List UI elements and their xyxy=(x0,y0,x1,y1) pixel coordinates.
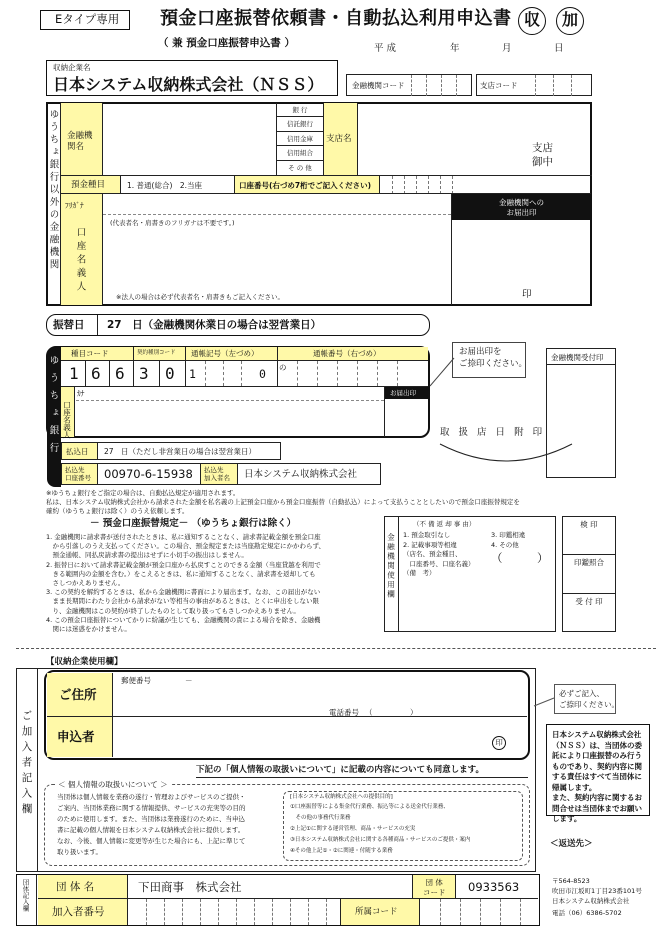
return-reason: 1. 預金取引なし xyxy=(403,531,451,539)
holder-label: 口座名義人 xyxy=(74,227,86,295)
type-badge-label: Eタイプ専用 xyxy=(55,12,120,26)
return-reason-right: 3. 印鑑相違 xyxy=(491,531,526,539)
privacy-line: 書に記載の個人情報を日本システム収納株式会社に提供します。 xyxy=(57,826,245,834)
institution-name-field[interactable] xyxy=(104,103,276,175)
privacy-right-title: [日本システム収納株式会社への提供目的] xyxy=(290,794,393,800)
bank-seal-title: 金融機関への お届出印 xyxy=(499,198,544,218)
holder-label-cell xyxy=(61,215,103,305)
terms-intro-1: ※ゆうちょ銀行をご指定の場合は、自動払込規定が適用されます。 xyxy=(46,489,240,497)
seal-collect: 収 xyxy=(518,7,546,35)
yucho-side-label: ゆうちょ銀行 xyxy=(47,355,59,460)
dept-code-label-cell xyxy=(340,899,420,925)
receipt-stamp-label: 金融機関受付印 xyxy=(551,353,604,362)
return-reason: 2. 記載事項等相違 xyxy=(403,540,457,549)
yucho-pay-day-label: 払込日 xyxy=(66,447,89,456)
terms-line: 関には迷惑をかけません。 xyxy=(46,625,131,633)
group-name-value: 下田商事 株式会社 xyxy=(138,880,242,894)
group-side-label: 団体記入欄 xyxy=(21,879,30,912)
group-code-value: 0933563 xyxy=(468,880,520,894)
bank-stamp-label: 印鑑照合 xyxy=(574,558,604,568)
privacy-right-line: ④その他上記①・②に関連・付随する業務 xyxy=(290,848,393,854)
phone-label: 電話番号 xyxy=(329,708,359,717)
member-no-label-cell xyxy=(38,899,128,925)
digit-5: 0 xyxy=(165,364,175,383)
dept-code-label: 所属コード xyxy=(355,907,398,917)
yucho-pay-day-value: 27 日（ただし非営業日の場合は翌営業日） xyxy=(104,447,257,456)
transfer-day-value: 27 日（金融機関休業日の場合は翌営業日） xyxy=(107,319,322,331)
branch-suffix-label: 支店 御中 xyxy=(532,142,553,168)
return-reason: （店名、預金種目、 xyxy=(403,550,462,558)
holder-note: (代表者名・肩書きのフリガナは不要です。) xyxy=(110,219,235,227)
terms-line: まま長期間にわたり会社から請求がない等相当の事由があるときは、とくに申出をしない限 xyxy=(46,597,319,606)
nss-note: 日本システム収納株式会社（ＮＳＳ）は、当団体の委託により口座振替のみ行うものであり、契約内容に関する責任はすべて当団体に帰属します。 また、契約内容に関するお問合せは当団体までお願いします。 xyxy=(546,724,650,816)
terms-line: 3. この契約を解約するときは、私から金融機関に書面により届出ます。なお、この届出がない xyxy=(46,588,321,597)
postal-label: 郵便番号 xyxy=(121,676,151,685)
deposit-type-value: 1. 普通(総合) 2.当座 xyxy=(127,181,203,190)
date-year: 年 xyxy=(450,43,460,54)
company-use-side xyxy=(16,668,38,872)
payee-name-label: 払込先 加入者名 xyxy=(204,466,230,483)
deposit-type-label: 預金種目 xyxy=(71,180,106,190)
institution-label: 金融機関名 xyxy=(67,131,93,153)
yucho-col-passbook-no: 通帳番号（右づめ） xyxy=(313,349,381,358)
yucho-digits-row xyxy=(61,361,428,387)
group-name-label-cell xyxy=(38,875,128,899)
privacy-line: ご案内、当団体業務に関する情報提供、サービスの充実等の目的 xyxy=(57,804,246,812)
branch-code-box xyxy=(476,74,592,96)
company-name-label: 収納企業名 xyxy=(53,63,91,72)
branch-label: 支店名 xyxy=(326,134,352,144)
institution-type-option[interactable]: 銀 行 xyxy=(277,103,323,117)
bank-stamp-label: 受 付 印 xyxy=(575,596,603,606)
group-side xyxy=(17,875,37,925)
terms-line: きる範囲内の金額を含む。）をこえるときは、私に通知することなく、請求書を返却しても xyxy=(46,569,316,578)
address-label-cell xyxy=(47,673,113,717)
privacy-title: ＜ 個人情報の取扱いについて ＞ xyxy=(55,781,171,789)
yucho-seal-box[interactable] xyxy=(384,387,428,437)
terms-line: さしつかえありません。 xyxy=(46,579,125,587)
passbook-symbol-end: 0 xyxy=(259,367,266,381)
terms-line: 4. この預金口座振替についてかりに紛議が生じても、金融機関の責による場合を除き、金融機 xyxy=(46,615,321,624)
privacy-right-line: ②上記①に関する運営管理、商品・サービスの充実 xyxy=(290,826,416,832)
account-no-field[interactable] xyxy=(380,175,592,193)
group-code-label: 団 体 コード xyxy=(423,878,446,897)
return-postal: 〒564-8523 xyxy=(552,877,590,885)
payee-acct-value: 00970-6-15938 xyxy=(104,467,193,481)
yucho-payee-row xyxy=(61,463,381,485)
return-reason: （備 考） xyxy=(403,569,436,577)
return-street: 吹田市江坂町1丁目23番101号 xyxy=(552,887,642,895)
date-month: 月 xyxy=(502,43,512,54)
terms-line: 1. 金融機関に請求書が送付されたときは、私に通知することなく、請求書記載金額を預金口座 xyxy=(46,533,321,541)
bank-code-label: 金融機関コード xyxy=(352,81,405,90)
bank-stamp-column xyxy=(562,516,616,632)
form-subtitle: （ 兼 預金口座振替申込書 ） xyxy=(158,37,295,49)
applicant-seal-mark: 印 xyxy=(492,736,506,750)
account-no-label: 口座番号(右づめ7桁でご記入ください) xyxy=(239,181,372,190)
yucho-holder-label: 口座名義人 xyxy=(62,401,72,439)
digit-4: 3 xyxy=(139,364,149,383)
bank-stamp-cell xyxy=(563,555,615,593)
digit-3: 6 xyxy=(115,364,125,383)
seal-pointer xyxy=(426,352,466,392)
no-mark: の xyxy=(279,363,287,372)
bank-seal-box[interactable] xyxy=(451,193,591,305)
institution-type-option[interactable]: そ の 他 xyxy=(288,163,312,172)
institution-type-option[interactable]: 信託銀行 xyxy=(277,117,323,131)
bank-stamp-cell xyxy=(563,594,615,632)
account-no-label-cell xyxy=(234,175,380,193)
institution-label-cell xyxy=(61,103,103,175)
form-title: 預金口座振替依頼書・自動払込利用申込書 xyxy=(160,8,512,29)
company-use-side-label: ご加入者記入欄 xyxy=(20,710,33,819)
terms-line: 2. 振替日において請求書記載金額が預金口座から払戻すことのできる金額（当座貸越を利用で xyxy=(46,560,321,569)
transfer-day-label: 振替日 xyxy=(53,319,85,331)
return-other-parens: （ ） xyxy=(491,551,549,565)
stamp-arc xyxy=(436,440,576,470)
yucho-side xyxy=(47,347,61,487)
transfer-day-box xyxy=(46,314,430,336)
member-no-field[interactable] xyxy=(128,899,340,925)
bank-seal-mark: 印 xyxy=(522,289,532,300)
privacy-right-box xyxy=(283,791,523,861)
deposit-type-label-cell xyxy=(61,175,121,193)
type-badge xyxy=(40,10,130,30)
company-use-label: 【収納企業使用欄】 xyxy=(46,657,123,667)
furigana-label: ﾌﾘｶﾞﾅ xyxy=(65,201,84,210)
privacy-line: のために使用します。また、当団体は業務遂行のために、当申込 xyxy=(57,815,245,823)
terms-line: 預金通帳、同払戻請求書の提出はせずに小切手の振出はしません。 xyxy=(46,551,248,560)
date-era: 平 成 xyxy=(374,43,397,54)
return-company: 日本システム収納株式会社 xyxy=(552,897,630,905)
member-no-label: 加入者番号 xyxy=(52,906,105,918)
bank-code-box xyxy=(346,74,472,96)
yucho-kana-label: ｶﾅ xyxy=(77,389,85,398)
deposit-type-options[interactable] xyxy=(121,175,234,193)
privacy-box xyxy=(44,780,530,866)
seal-confirm-note: お届出印を ご捺印ください。 xyxy=(452,342,526,378)
yucho-pay-day xyxy=(61,442,281,460)
return-reason: 口座番号、口座名義） xyxy=(403,559,475,568)
payee-name-value: 日本システム収納株式会社 xyxy=(244,469,358,480)
name-label: 申込者 xyxy=(57,729,95,744)
date-day: 日 xyxy=(554,43,564,54)
corp-note: ※法人の場合は必ず代表者名・肩書きもご記入ください。 xyxy=(116,293,284,301)
group-code-label-cell xyxy=(412,875,456,899)
return-phone: 電話（06）6386-5702 xyxy=(552,909,622,917)
yucho-col-contract: 契約種別コード xyxy=(137,350,176,356)
yucho-holder-field[interactable] xyxy=(76,387,384,437)
company-name-box xyxy=(46,60,338,96)
group-code-field xyxy=(456,875,538,899)
institution-type-option[interactable]: 信用金庫 xyxy=(277,132,323,146)
postal-dash: － xyxy=(185,676,193,685)
bank-section-side-label: ゆうちょ銀行以外の金融機関 xyxy=(47,109,59,272)
terms-intro-3: 確約（ゆうちょ銀行は除く）のうえ依頼します。 xyxy=(46,507,189,515)
payee-acct-label: 払込先 口座番号 xyxy=(65,466,91,483)
stamp-arc-label: 取 扱 店 日 附 印 xyxy=(440,427,546,438)
institution-types xyxy=(276,103,324,175)
fill-note: 必ずご記入、 ご捺印ください。 xyxy=(554,684,616,714)
furigana-label-cell xyxy=(61,193,103,215)
branch-name-field[interactable] xyxy=(358,103,532,175)
company-name: 日本システム収納株式会社（ＮＳＳ） xyxy=(53,75,324,94)
return-title: （不 備 返 却 事 由） xyxy=(413,520,476,528)
privacy-line: 当団体は個人情報を業務の遂行・管理およびサービスのご提供・ xyxy=(57,793,246,801)
yucho-col-symbol: 種目コード xyxy=(71,349,109,358)
privacy-right-line: その他の事務代行業務 xyxy=(290,815,351,821)
address-field[interactable] xyxy=(113,673,527,717)
group-name-field xyxy=(128,875,412,899)
digit-2: 6 xyxy=(91,364,101,383)
branch-label-cell xyxy=(324,103,358,175)
address-label: ご住所 xyxy=(59,687,97,702)
group-name-label: 団 体 名 xyxy=(56,881,95,893)
fill-pointer xyxy=(532,692,556,712)
terms-intro-2: 私は、日本システム収納株式会社から請求された金額を私名義の上記預金口座から預金口座振替（自動払込）によって支払うこととしたいので預金口座振替規定を xyxy=(46,498,520,506)
yucho-seal-label: お届出印 xyxy=(390,389,416,397)
holder-name-field[interactable] xyxy=(103,230,451,290)
return-title: ＜返送先＞ xyxy=(550,839,593,849)
passbook-symbol-start: 1 xyxy=(189,367,196,381)
privacy-line: なお、今後、個人情報に変更等が生じた場合にも、上記に準じて xyxy=(57,837,246,845)
branch-code-label: 支店コード xyxy=(480,81,518,90)
bank-use-side-label: 金融機関使用欄 xyxy=(386,533,396,600)
bank-stamp-cell xyxy=(563,517,615,555)
terms-line: り、金融機関はこの契約が終了したものとして取り扱ってもさしつかえありません。 xyxy=(46,606,300,615)
yucho-col-headers xyxy=(61,347,428,361)
yucho-holder-label-cell xyxy=(61,387,85,439)
furigana-field[interactable] xyxy=(103,193,451,215)
digit-1: 1 xyxy=(69,364,79,383)
bank-stamp-label: 検 印 xyxy=(580,520,598,529)
dept-code-field[interactable] xyxy=(420,899,538,925)
phone-parens: （ ） xyxy=(365,708,418,717)
privacy-right-line: ③日本システム収納株式会社に関する各種商品・サービスのご提供・案内 xyxy=(290,837,471,843)
bank-seal-title-bar xyxy=(452,194,591,220)
institution-type-option[interactable]: 信用組合 xyxy=(277,146,323,160)
bank-section-side xyxy=(47,103,61,305)
agree-note: 下記の「個人情報の取扱いについて」に記載の内容についても同意します。 xyxy=(196,765,484,775)
name-label-cell xyxy=(47,717,113,757)
applicant-name-field[interactable] xyxy=(113,717,527,757)
yucho-col-passbook-symbol: 通帳記号（左づめ） xyxy=(191,349,259,358)
privacy-line: 取り扱います。 xyxy=(57,848,102,856)
return-reason-right: 4. その他 xyxy=(491,540,519,549)
terms-title: － 預金口座振替規定－ （ゆうちょ銀行は除く） xyxy=(90,518,297,529)
terms-line: から引落しのうえ支払ってください。この場合、預金規定または当座勘定規定にかかわらず、 xyxy=(46,542,325,551)
bank-use-box xyxy=(384,516,556,632)
seal-join: 加 xyxy=(556,7,584,35)
privacy-right-line: ①口座振替等による集金代行業務、振込等による送金代行業務、 xyxy=(290,804,449,810)
